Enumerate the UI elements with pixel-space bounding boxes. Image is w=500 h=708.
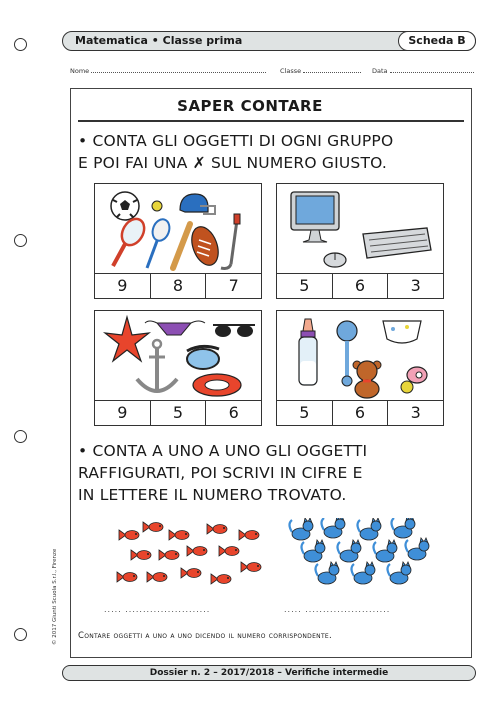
cat-icon xyxy=(406,538,430,560)
binder-hole-2 xyxy=(14,234,27,247)
mouse-icon xyxy=(324,253,346,267)
starfish-icon xyxy=(105,317,149,361)
baby-option-3[interactable]: 3 xyxy=(410,403,421,422)
fish-icon xyxy=(159,550,179,560)
fish-icon xyxy=(117,572,137,582)
cat-icon xyxy=(338,540,362,562)
baby-option-2[interactable]: 6 xyxy=(333,401,389,425)
helmet-icon xyxy=(180,194,215,214)
computer-illustration xyxy=(277,184,443,274)
pacifier-icon xyxy=(401,367,427,393)
group-baby xyxy=(276,310,444,426)
exercise2-line1: • CONTA A UNO A UNO GLI OGGETTI xyxy=(78,442,368,460)
fish-icon xyxy=(147,572,167,582)
cat-icon xyxy=(290,518,314,540)
cat-icon xyxy=(302,540,326,562)
exercise1-line2: E POI FAI UNA ✗ SUL NUMERO GIUSTO. xyxy=(78,154,388,172)
group-sports xyxy=(94,183,262,299)
date-field[interactable] xyxy=(372,67,474,75)
computer-option-3[interactable]: 3 xyxy=(410,276,421,295)
cat-icon xyxy=(358,518,382,540)
diaper-icon xyxy=(383,321,421,343)
tennis-ball-icon xyxy=(152,201,162,211)
cat-icon xyxy=(388,562,412,584)
fish-icon xyxy=(181,568,201,578)
baby-option-1[interactable]: 5 xyxy=(277,401,333,425)
rattle-icon xyxy=(337,321,357,386)
teddy-bear-icon xyxy=(353,361,381,398)
binder-hole-1 xyxy=(14,38,27,51)
baby-options xyxy=(277,401,443,425)
cat-icon xyxy=(352,562,376,584)
sports-options xyxy=(95,274,261,298)
beach-option-1[interactable]: 9 xyxy=(95,401,151,425)
monitor-icon xyxy=(291,192,339,242)
sheet-label: Scheda B xyxy=(398,31,476,51)
rugby-ball-icon xyxy=(187,223,223,269)
keyboard-icon xyxy=(363,228,431,258)
computer-option-2[interactable]: 6 xyxy=(333,274,389,298)
exercise2-line3: IN LETTERE IL NUMERO TROVATO. xyxy=(78,486,347,504)
footer-bar: Dossier n. 2 – 2017/2018 – Verifiche intermedie xyxy=(62,665,476,681)
sports-option-2[interactable]: 8 xyxy=(151,274,207,298)
binder-hole-4 xyxy=(14,628,27,641)
header-bar xyxy=(62,31,476,51)
bikini-icon xyxy=(145,321,205,335)
cat-icon xyxy=(392,518,416,538)
fish-icon xyxy=(219,546,239,556)
beach-options xyxy=(95,401,261,425)
beach-option-3[interactable]: 6 xyxy=(228,403,239,422)
cat-icon xyxy=(374,540,398,562)
fish-icon xyxy=(187,546,207,556)
anchor-icon xyxy=(137,340,177,391)
date-label: Data xyxy=(372,67,388,75)
fish-icon xyxy=(169,530,189,540)
baby-illustration xyxy=(277,311,443,401)
cat-group xyxy=(286,518,436,588)
cat-icon xyxy=(322,518,346,538)
fish-icon xyxy=(119,530,139,540)
teacher-footnote: Contare oggetti a uno a uno dicendo il numero corrispondente. xyxy=(78,631,333,641)
binder-hole-3 xyxy=(14,430,27,443)
diving-mask-icon xyxy=(187,346,219,369)
baseball-bat-icon xyxy=(173,224,190,268)
name-label: Nome xyxy=(70,67,90,75)
computer-option-1[interactable]: 5 xyxy=(277,274,333,298)
title-rule xyxy=(78,120,464,122)
computer-options xyxy=(277,274,443,298)
copyright-note: © 2017 Giunti Scuola S.r.l., Firenze xyxy=(52,548,58,645)
sports-option-1[interactable]: 9 xyxy=(95,274,151,298)
fish-icon xyxy=(241,562,261,572)
name-field[interactable] xyxy=(70,67,266,75)
answer-line-fish[interactable]: ..... ........................ xyxy=(104,605,211,614)
tennis-racket-icon xyxy=(113,215,149,266)
cat-icon xyxy=(316,562,340,584)
soccer-ball-icon xyxy=(111,192,139,220)
worksheet-title: SAPER CONTARE xyxy=(177,97,323,115)
class-field[interactable] xyxy=(280,67,361,75)
fish-icon xyxy=(143,522,163,532)
sports-illustration xyxy=(95,184,261,274)
exercise2-line2: RAFFIGURATI, POI SCRIVI IN CIFRE E xyxy=(78,464,363,482)
subject-label: Matematica • Classe prima xyxy=(75,34,243,47)
sports-option-3[interactable]: 7 xyxy=(228,276,239,295)
baby-bottle-icon xyxy=(299,319,317,385)
sunglasses-icon xyxy=(213,325,255,337)
beach-illustration xyxy=(95,311,261,401)
hockey-stick-icon xyxy=(221,214,240,269)
fish-icon xyxy=(131,550,151,560)
class-label: Classe xyxy=(280,67,302,75)
group-beach xyxy=(94,310,262,426)
fish-group xyxy=(112,516,262,596)
beach-option-2[interactable]: 5 xyxy=(151,401,207,425)
group-computer xyxy=(276,183,444,299)
exercise2-instruction xyxy=(78,440,367,506)
answer-line-cats[interactable]: ..... ........................ xyxy=(284,605,391,614)
badminton-racket-icon xyxy=(147,217,172,268)
fish-icon xyxy=(239,530,259,540)
exercise1-line1: • CONTA GLI OGGETTI DI OGNI GRUPPO xyxy=(78,132,394,150)
swim-ring-icon xyxy=(193,374,241,396)
fish-icon xyxy=(211,574,231,584)
fish-icon xyxy=(207,524,227,534)
exercise1-instruction xyxy=(78,130,393,174)
